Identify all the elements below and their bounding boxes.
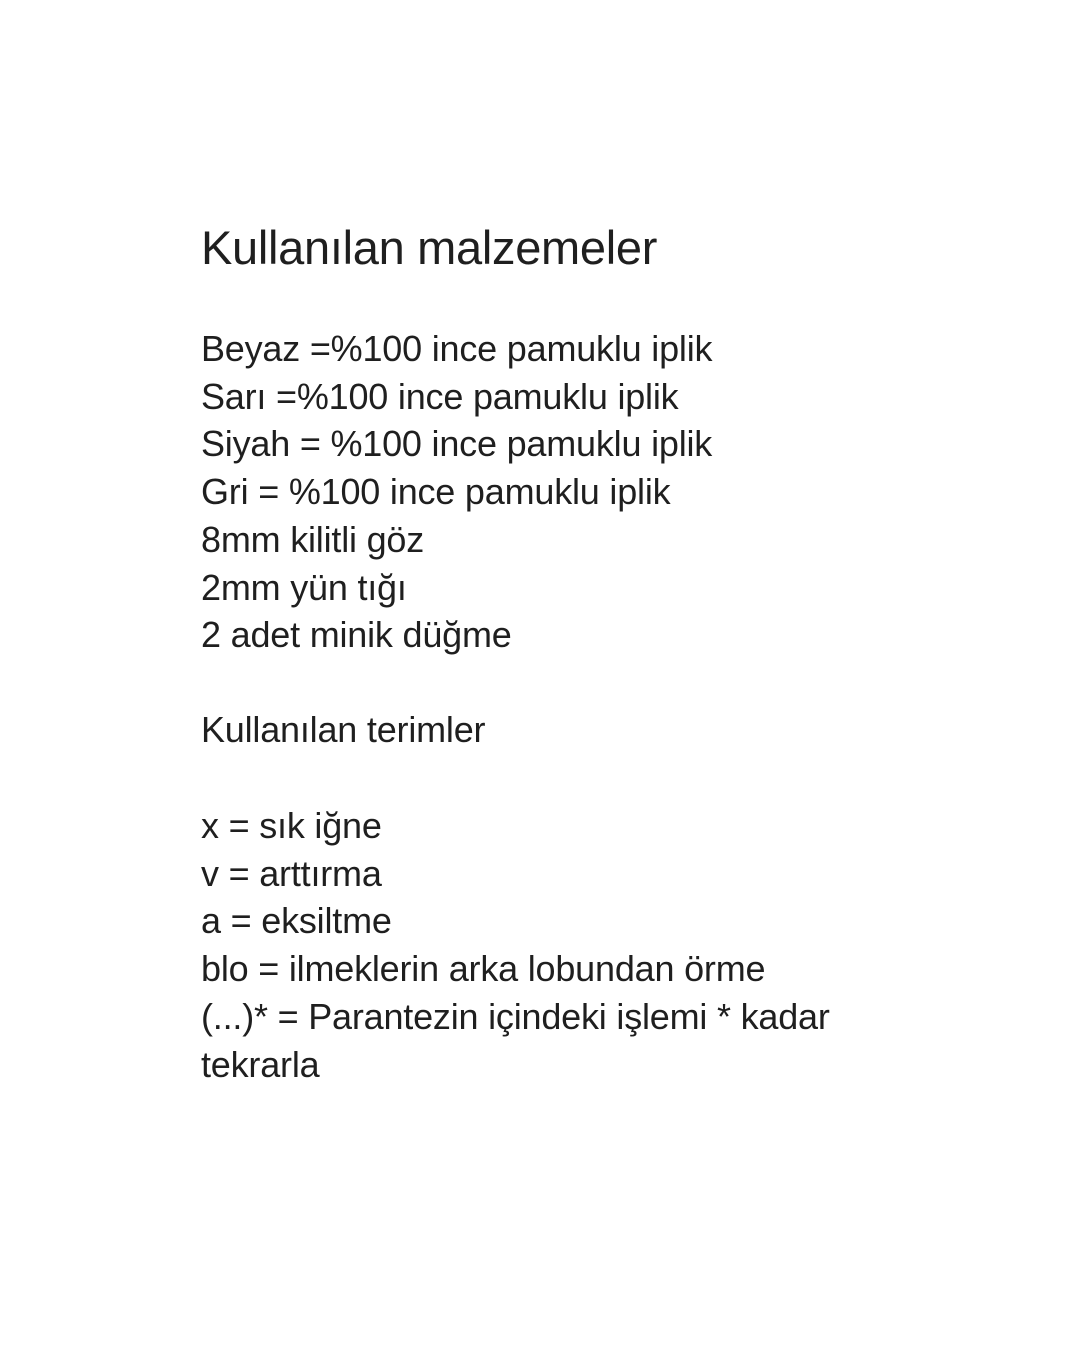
- term-item: a = eksiltme: [201, 900, 392, 942]
- term-item: x = sık iğne: [201, 805, 382, 846]
- term-item: (...)* = Parantezin içindeki işlemi * kadar tekrarla: [201, 995, 830, 1085]
- term-item: v = arttırma: [201, 852, 382, 894]
- terms-heading: Kullanılan terimler: [201, 709, 486, 750]
- material-item: 2 adet minik düğme: [201, 614, 512, 656]
- material-item: 2mm yün tığı: [201, 566, 407, 608]
- term-item: blo = ilmeklerin arka lobundan örme: [201, 948, 766, 990]
- material-item: Beyaz =%100 ince pamuklu iplik: [201, 328, 713, 369]
- material-item: 8mm kilitli göz: [201, 518, 425, 560]
- material-item: Siyah = %100 ince pamuklu iplik: [201, 423, 713, 465]
- material-item: Gri = %100 ince pamuklu iplik: [201, 471, 671, 513]
- material-item: Sarı =%100 ince pamuklu iplik: [201, 375, 679, 417]
- materials-heading: Kullanılan malzemeler: [201, 221, 658, 274]
- materials-list: [201, 325, 712, 659]
- terms-list: [201, 802, 901, 1088]
- document-page: [201, 0, 1021, 1350]
